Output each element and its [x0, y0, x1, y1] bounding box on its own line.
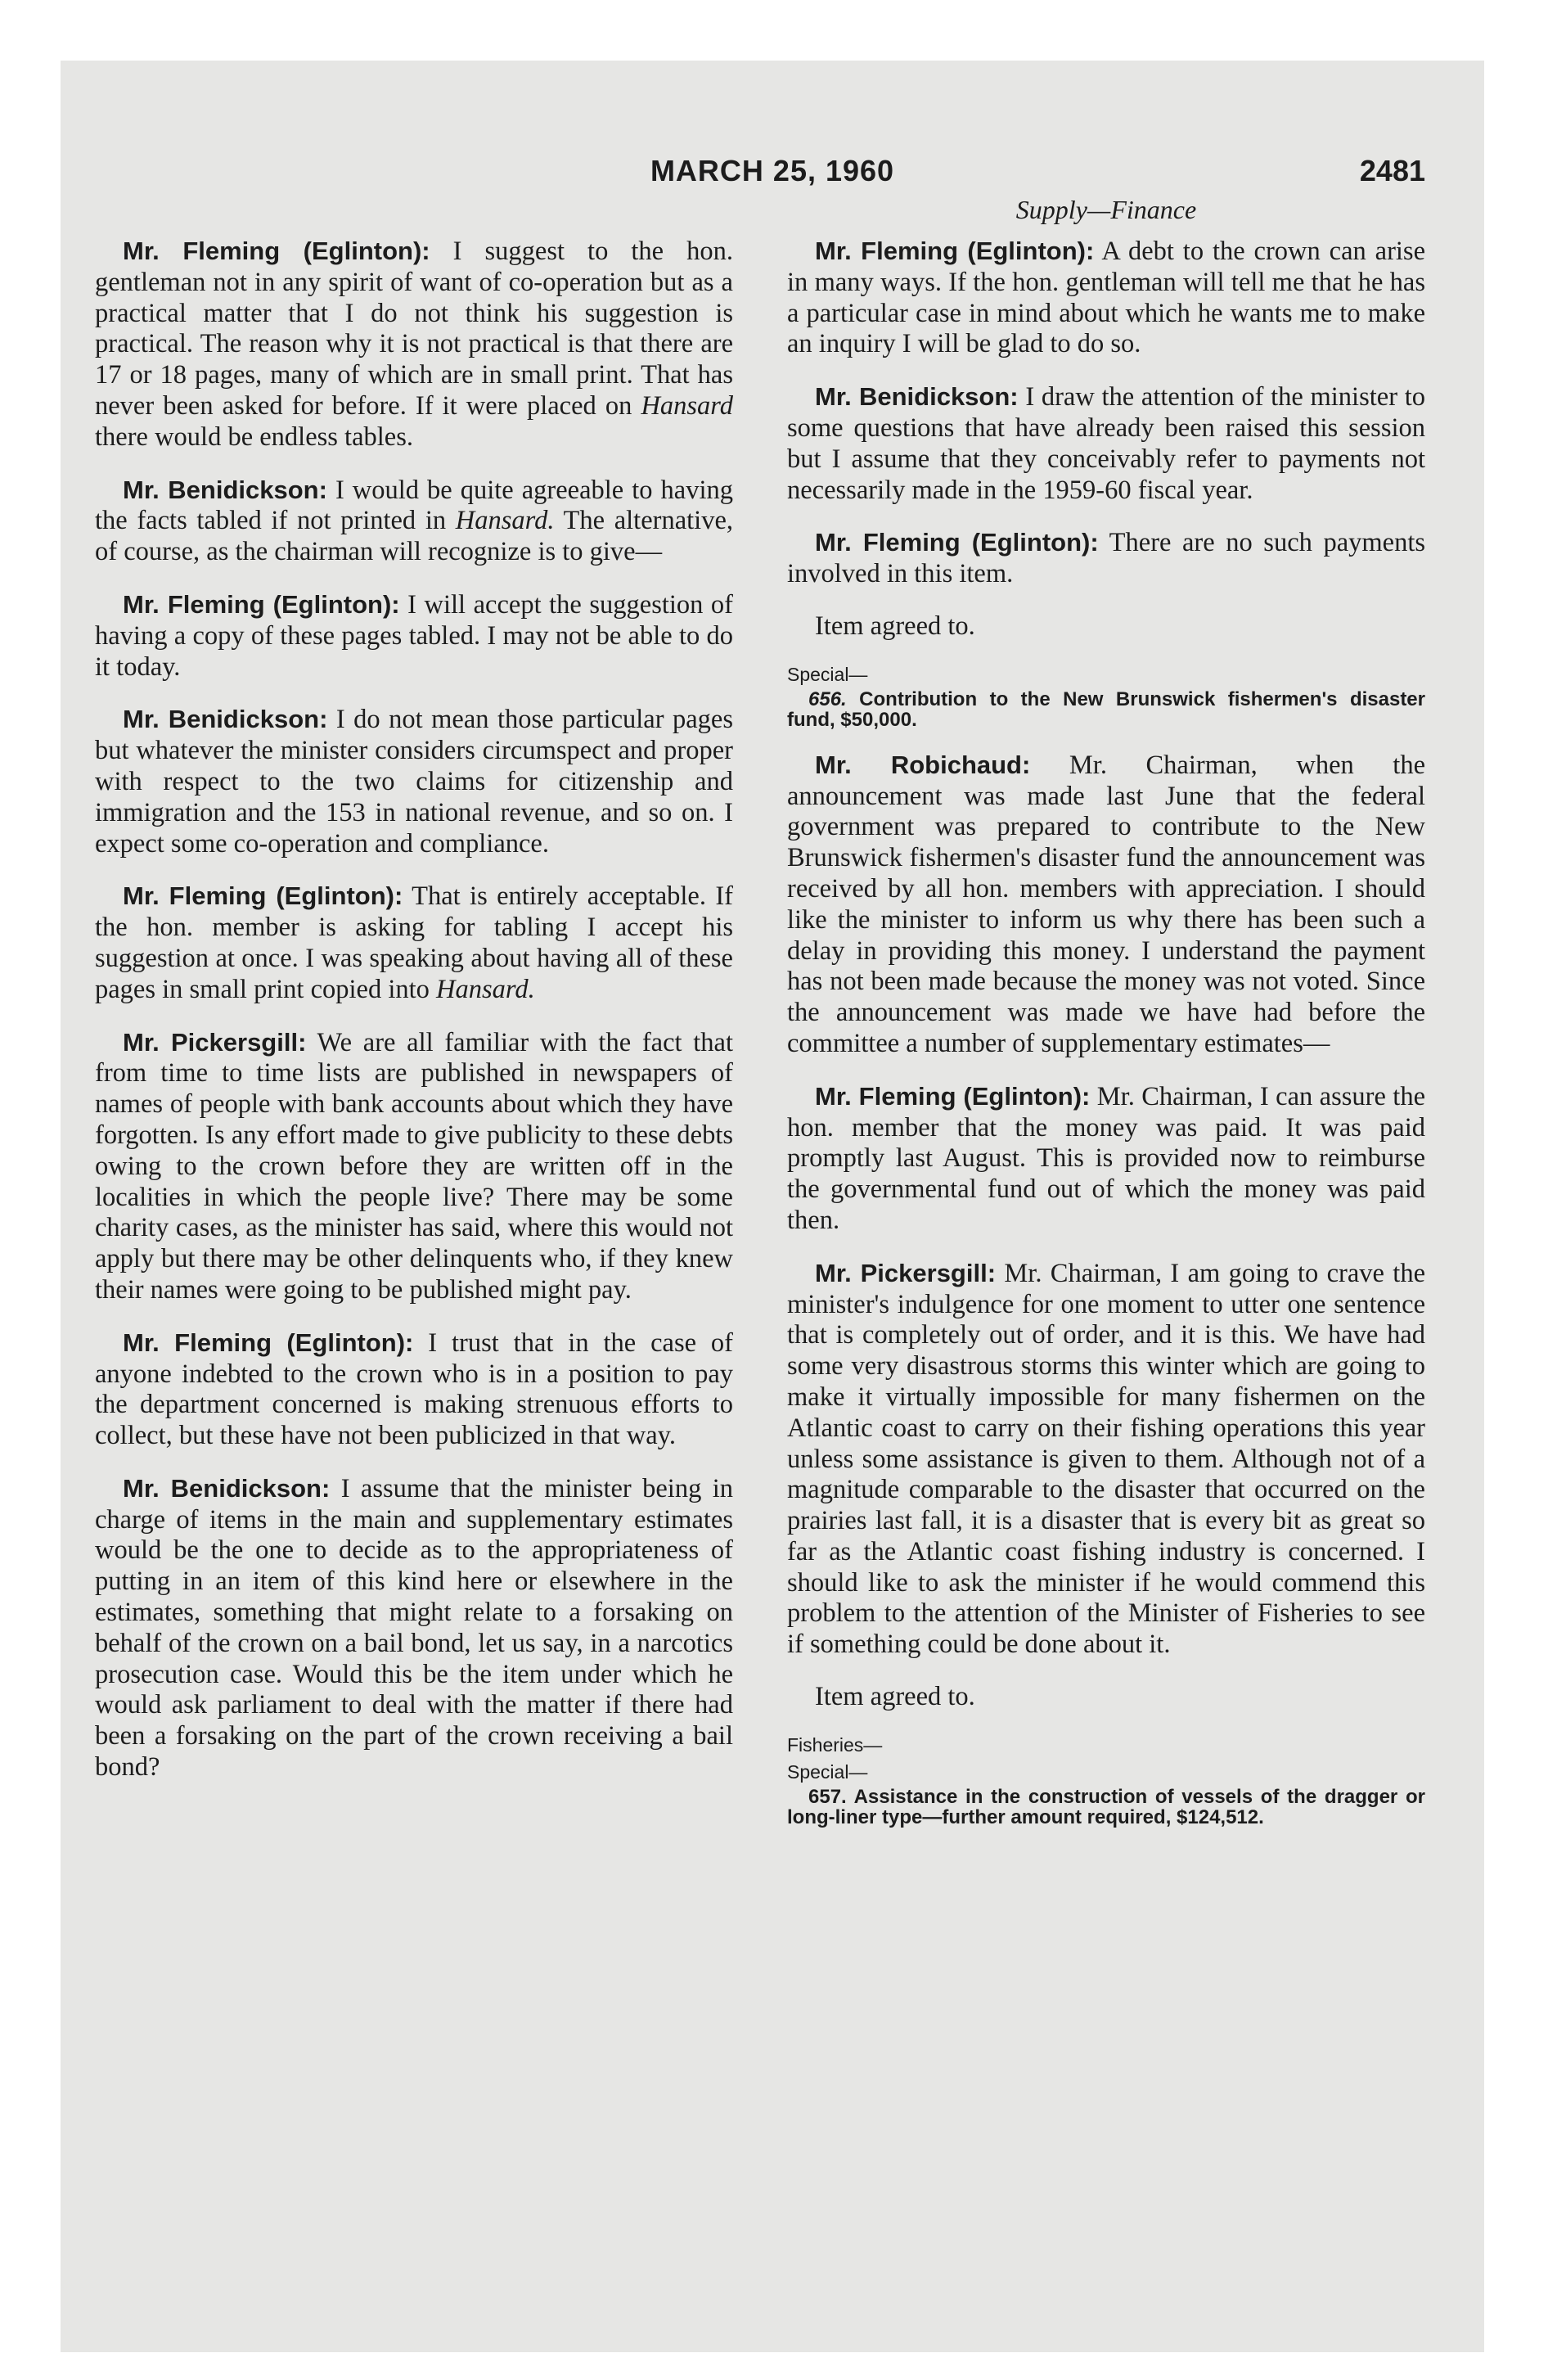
speaker-name: Mr. Fleming (Eglinton):: [123, 589, 400, 619]
item-agreed: Item agreed to.: [815, 611, 975, 641]
section-label: Special—: [787, 1760, 868, 1783]
speech-paragraph: Mr. Benidickson: I draw the attention of the minister to some questions that have already been raised this session but I assume that they conceivably refer to payments not necessarily made in the 1959-60 fiscal year.: [787, 382, 1425, 505]
item-agreed: Item agreed to.: [815, 1682, 975, 1712]
speech-paragraph: Mr. Fleming (Eglinton): There are no such payments involved in this item.: [787, 528, 1426, 589]
right-column: [787, 236, 1425, 1847]
speech-paragraph: Mr. Benidickson: I assume that the minister being in charge of items in the main and supplementary estimates would be the one to decide as to the appropriateness of putting in an item of this kind here or elsewhere in the estimates, something that might relate to a forsaking on behalf of the crown on a bail bond, let us say, in a narcotics prosecution case. Would this be the item under which he would ask parliament to deal with the matter if there had been a forsaking on the part of the crown receiving a bail bond?: [95, 1473, 734, 1783]
speaker-name: Mr. Pickersgill:: [123, 1027, 307, 1057]
section-label: Special—: [787, 663, 868, 685]
speech-paragraph: Mr. Fleming (Eglinton): I will accept the suggestion of having a copy of these pages tabled. I may not be able to do it today.: [95, 589, 734, 682]
speech-paragraph: Mr. Pickersgill: Mr. Chairman, I am going to crave the minister's indulgence for one moment to utter one sentence that is completely out of order, and it is this. We have had some very disastrous storms this winter which are going to make it virtually impossible for many fishermen on the Atlantic coast to carry on their fishing operations this year unless some assistance is given to them. Although not of a magnitude comparable to the disaster that occurred on the prairies last fall, it is a disaster that is every bit as great so far as the Atlantic coast fishing industry is concerned. I should like to ask the minister if he would commend this problem to the attention of the Minister of Fisheries to see if something could be done about it.: [787, 1258, 1425, 1660]
speaker-name: Mr. Fleming (Eglinton):: [123, 237, 430, 265]
speaker-name: Mr. Benidickson:: [123, 475, 327, 504]
speaker-name: Mr. Fleming (Eglinton):: [123, 881, 403, 911]
speech-paragraph: Mr. Benidickson: I do not mean those particular pages but whatever the minister considers circumspect and proper with respect to the two claims for citizenship and immigration and the 153 in national revenue, and so on. I expect some co-operation and compliance.: [95, 705, 733, 859]
speaker-name: Mr. Fleming (Eglinton):: [815, 237, 1095, 265]
speech-paragraph: Mr. Pickersgill: We are all familiar with the fact that from time to time lists are published in newspapers of names of people with bank accounts about which they have forgotten. Is any effort made to give publicity to these debts owing to the crown before they are written off in the localities in which the people live? There may be some charity cases, as the minister has said, where this would not apply but there may be other delinquents who, if they knew their names were going to be published might pay.: [95, 1027, 733, 1305]
speaker-name: Mr. Benidickson:: [815, 382, 1019, 412]
scanned-page: [61, 61, 1484, 2352]
speaker-name: Mr. Benidickson:: [123, 1473, 331, 1503]
speech-paragraph: Mr. Fleming (Eglinton): That is entirely acceptable. If the hon. member is asking for tabling I accept his suggestion at once. I was speaking about having all of these pages in small print copied into Hansard.: [95, 881, 733, 1004]
section-label: Fisheries—: [787, 1733, 883, 1756]
speaker-name: Mr. Benidickson:: [123, 705, 328, 734]
page-number: 2481: [1359, 154, 1425, 187]
header-date: MARCH 25, 1960: [650, 154, 895, 187]
speaker-name: Mr. Fleming (Eglinton):: [123, 1327, 414, 1357]
speaker-name: Mr. Fleming (Eglinton):: [815, 1081, 1091, 1111]
speaker-name: Mr. Fleming (Eglinton):: [815, 528, 1099, 557]
item-number: 657.: [808, 1785, 847, 1808]
speech-paragraph: Mr. Fleming (Eglinton): Mr. Chairman, I can assure the hon. member that the money was paid. It was paid promptly last August. This is provided now to reimburse the governmental fund out of which the money was paid then.: [787, 1081, 1425, 1235]
speech-paragraph: Mr. Robichaud: Mr. Chairman, when the announcement was made last June that the federal government was prepared to contribute to the New Brunswick fishermen's disaster fund the announcement was received by all hon. members with appreciation. I should like the minister to inform us why there has been such a delay in providing this money. I understand the payment has not been made because the money was not voted. Since the announcement was made we have had before the committee a number of supplementary estimates—: [787, 750, 1426, 1058]
speech-paragraph: Mr. Fleming (Eglinton): I trust that in the case of anyone indebted to the crown who is in a position to pay the department concerned is making strenuous efforts to collect, but these have not been publicized in that way.: [95, 1327, 733, 1451]
section-subhead: Supply—Finance: [1015, 195, 1197, 224]
speech-paragraph: Mr. Fleming (Eglinton): A debt to the crown can arise in many ways. If the hon. gentleman will tell me that he has a particular case in mind about which he wants me to make an inquiry I will be glad to do so.: [787, 237, 1425, 359]
speaker-name: Mr. Pickersgill:: [815, 1258, 997, 1287]
speech-paragraph: Mr. Fleming (Eglinton): I suggest to the hon. gentleman not in any spirit of want of co-operation but as a practical matter that I do not think his suggestion is practical. The reason why it is not practical is that there are 17 or 18 pages, many of which are in small print. That has never been asked for before. If it were placed on Hansard there would be endless tables.: [95, 237, 733, 452]
speech-paragraph: Mr. Benidickson: I would be quite agreeable to having the facts tabled if not printed in Hansard. The alternative, of course, as the chairman will recognize is to give—: [95, 475, 733, 567]
item-number: 656.: [808, 687, 847, 710]
speaker-name: Mr. Robichaud:: [815, 750, 1031, 779]
left-column: [95, 236, 733, 1805]
estimate-item: 656. Contribution to the New Brunswick fishermen's disaster fund, $50,000.: [787, 687, 1425, 731]
estimate-item: 657. Assistance in the construction of vessels of the dragger or long-liner type—further amount required, $124,512.: [787, 1785, 1425, 1828]
